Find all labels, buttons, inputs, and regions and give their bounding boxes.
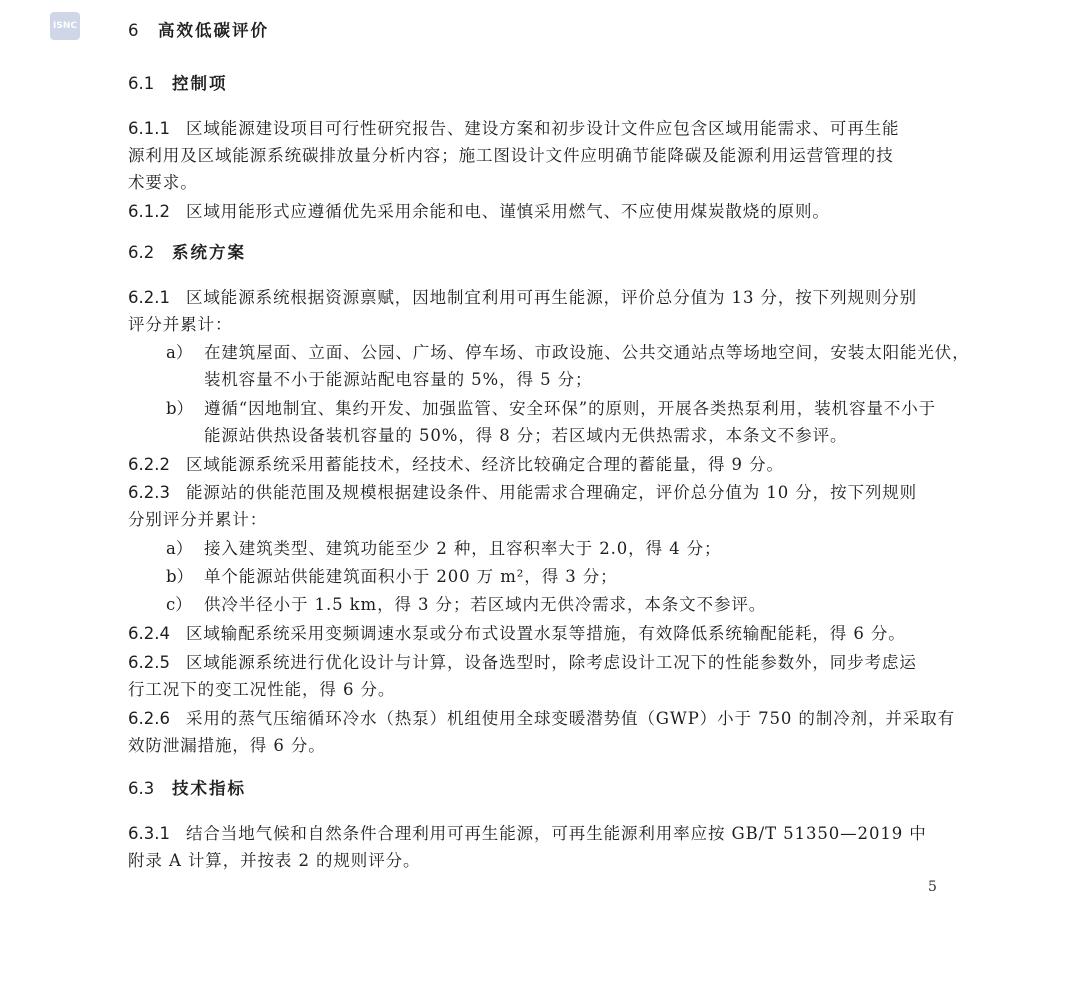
item-text: 在建筑屋面、立面、公园、广场、停车场、市政设施、公共交通站点等场地空间，安装太阳能光伏， [204, 343, 970, 362]
clause-number: 6.2.4 [128, 624, 170, 643]
item-label: a） [166, 539, 193, 558]
clause-6-1-1-line-3: 术要求。 [128, 173, 198, 192]
clause-text: 结合当地气候和自然条件合理利用可再生能源，可再生能源利用率应按 GB/T 51350—2019 中 [186, 824, 927, 843]
page-number: 5 [928, 879, 937, 895]
clause-text: 区域能源系统进行优化设计与计算，设备选型时，除考虑设计工况下的性能参数外，同步考虑运 [186, 653, 917, 672]
clause-text: 能源站的供能范围及规模根据建设条件、用能需求合理确定，评价总分值为 10 分，按下列规则 [186, 483, 918, 502]
clause-6-2-5-line-2: 行工况下的变工况性能，得 6 分。 [128, 680, 396, 699]
item-text: 接入建筑类型、建筑功能至少 2 种，且容积率大于 2.0，得 4 分； [204, 539, 722, 558]
subsection-number: 6.1 [128, 74, 155, 93]
subsection-heading-6-3 [128, 778, 246, 800]
item-label: b） [166, 399, 194, 418]
subsection-title: 技术指标 [172, 779, 246, 798]
clause-6-2-3-line-2: 分别评分并累计： [128, 510, 268, 529]
clause-6-2-3-line-1 [128, 482, 917, 504]
item-label: c） [166, 595, 192, 614]
clause-text: 区域用能形式应遵循优先采用余能和电、谨慎采用燃气、不应使用煤炭散烧的原则。 [186, 202, 830, 221]
subsection-heading-6-1 [128, 73, 228, 95]
clause-6-2-1-line-1 [128, 287, 917, 309]
subsection-title: 系统方案 [172, 243, 246, 262]
clause-text: 区域输配系统采用变频调速水泵或分布式设置水泵等措施，有效降低系统输配能耗，得 6 分。 [186, 624, 906, 643]
clause-number: 6.2.5 [128, 653, 170, 672]
clause-6-2-6-line-1 [128, 708, 955, 730]
clause-6-2-3-item-c [166, 594, 766, 616]
clause-6-2-3-item-b [166, 566, 618, 588]
clause-text: 采用的蒸气压缩循环冷水（热泵）机组使用全球变暖潜势值（GWP）小于 750 的制冷剂，并采取有 [186, 709, 956, 728]
clause-6-2-3-item-a [166, 538, 721, 560]
clause-6-1-1-line-1 [128, 118, 899, 140]
clause-number: 6.1.1 [128, 119, 170, 138]
section-heading [128, 20, 269, 42]
section-title: 高效低碳评价 [158, 21, 269, 40]
clause-6-2-1-item-b-line-1 [166, 398, 936, 420]
clause-6-1-2-line-1 [128, 201, 830, 223]
subsection-number: 6.2 [128, 243, 155, 262]
clause-6-3-1-line-2: 附录 A 计算，并按表 2 的规则评分。 [128, 851, 421, 870]
clause-6-3-1-line-1 [128, 823, 927, 845]
clause-number: 6.2.6 [128, 709, 170, 728]
clause-6-2-1-item-a-line-1 [166, 342, 970, 364]
clause-6-1-1-line-2: 源利用及区域能源系统碳排放量分析内容；施工图设计文件应明确节能降碳及能源利用运营管理的技 [128, 146, 894, 165]
clause-6-2-6-line-2: 效防泄漏措施，得 6 分。 [128, 736, 326, 755]
clause-6-2-5-line-1 [128, 652, 917, 674]
subsection-heading-6-2 [128, 242, 246, 264]
item-text: 单个能源站供能建筑面积小于 200 万 m²，得 3 分； [204, 567, 618, 586]
clause-number: 6.2.2 [128, 455, 170, 474]
item-label: a） [166, 343, 193, 362]
clause-6-2-1-line-2: 评分并累计： [128, 315, 233, 334]
clause-number: 6.3.1 [128, 824, 170, 843]
clause-text: 区域能源系统采用蓄能技术，经技术、经济比较确定合理的蓄能量，得 9 分。 [186, 455, 784, 474]
item-label: b） [166, 567, 194, 586]
clause-text: 区域能源建设项目可行性研究报告、建设方案和初步设计文件应包含区域用能需求、可再生能 [186, 119, 900, 138]
item-text: 供冷半径小于 1.5 km，得 3 分；若区域内无供冷需求，本条文不参评。 [204, 595, 767, 614]
clause-6-2-1-item-a-line-2: 装机容量不小于能源站配电容量的 5%，得 5 分； [204, 370, 593, 389]
clause-text: 区域能源系统根据资源禀赋，因地制宜利用可再生能源，评价总分值为 13 分，按下列规则分别 [186, 288, 918, 307]
section-number: 6 [128, 21, 139, 40]
clause-6-2-2-line-1 [128, 454, 784, 476]
clause-number: 6.2.3 [128, 483, 170, 502]
clause-6-2-1-item-b-line-2: 能源站供热设备装机容量的 50%，得 8 分；若区域内无供热需求，本条文不参评。 [204, 426, 848, 445]
subsection-number: 6.3 [128, 779, 155, 798]
clause-number: 6.2.1 [128, 288, 170, 307]
subsection-title: 控制项 [172, 74, 228, 93]
item-text: 遵循“因地制宜、集约开发、加强监管、安全环保”的原则，开展各类热泵利用，装机容量不小于 [204, 399, 937, 418]
clause-6-2-4-line-1 [128, 623, 906, 645]
logo: ISNC [50, 12, 80, 40]
clause-number: 6.1.2 [128, 202, 170, 221]
